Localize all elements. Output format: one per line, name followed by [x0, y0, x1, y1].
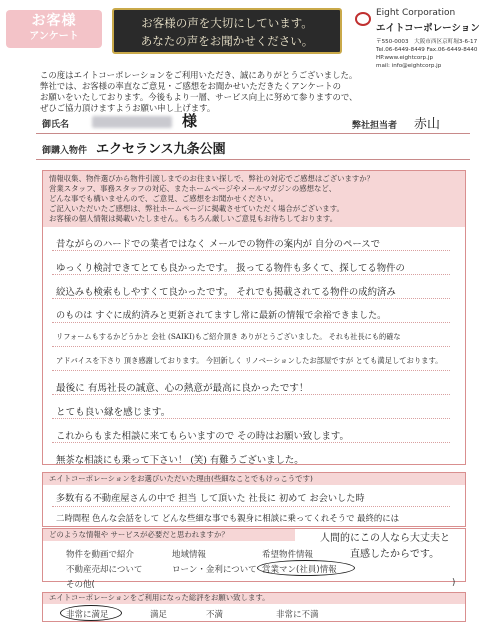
divider	[36, 159, 470, 160]
handwritten-line: これからもまた相談に来てもらいますので その時はお願い致します。	[56, 431, 349, 442]
services-prompt: どのような情報や サービスが必要だと思われますか？	[43, 529, 295, 541]
property-label: 御購入物件	[42, 146, 88, 156]
address-line: HP.www.eightcorp.jp	[376, 55, 433, 61]
selected-mark-icon	[60, 605, 122, 621]
ruled-line	[52, 394, 450, 395]
intro-text	[40, 70, 357, 114]
intro-line: 弊社では、お客様の率直なご意見・ご感想をお聞かせいただきたくアンケートの	[40, 81, 341, 91]
name-label: 御氏名	[42, 120, 70, 130]
ruled-line	[52, 250, 450, 251]
option-loan[interactable]: ローン・金利について	[172, 565, 257, 575]
company-logo-icon	[355, 12, 371, 26]
option-staff-info[interactable]: 営業マン(社員)情報	[262, 565, 337, 575]
address-line: Tel.06-6449-8449 Fax.06-6449-8440	[376, 47, 478, 53]
prompt-line: 情報収集、物件選びから物件引渡しまでのお住まい探しで、弊社の対応でご感想はございますか？	[49, 174, 375, 183]
property-name: エクセランス九条公園	[96, 142, 226, 157]
option-video[interactable]: 物件を動画で紹介	[66, 550, 135, 560]
option-other-close: )	[452, 578, 456, 588]
prompt-line: お客様の個人情報は掲載いたしません。もちろん厳しいご意見もお待ちしております。	[49, 214, 338, 223]
header-banner	[112, 8, 342, 54]
handwritten-line: 二時間程 色んな会話をして どんな些細な事でも親身に相談に乗ってくれそうで 最終的には	[56, 513, 399, 523]
banner-line-2: あなたの声をお聞かせください。	[140, 34, 314, 48]
ruled-line	[52, 346, 450, 347]
ruled-line	[52, 322, 450, 323]
ruled-line	[52, 442, 450, 443]
overall-prompt: エイトコーポレーションをご利用になった総評をお願い致します。	[43, 593, 465, 604]
impressions-prompt	[43, 171, 465, 227]
handwritten-line: 多数有る不動産屋さんの中で 担当 して頂いた 社長に 初めて お会いした時	[56, 493, 365, 504]
handwritten-line: ゆっくり検討できてとても良かったです。 扱ってる物件も多くて、探してる物件の	[56, 263, 405, 274]
handwritten-line: リフォームもするかどうかと 会社 (SAIKI)もご紹介頂き ありがとうございました。 それも社長にも的確な	[56, 332, 401, 341]
staff-label: 弊社担当者	[352, 121, 398, 131]
company-name-jp: エイトコーポレーション	[376, 23, 480, 34]
rating-dissatisfied[interactable]: 不満	[206, 610, 224, 620]
banner-line-1: お客様の声を大切にしています。	[141, 16, 313, 30]
badge-title: お客様	[31, 13, 77, 29]
ruled-line	[52, 506, 450, 507]
ruled-line	[52, 418, 450, 419]
option-other[interactable]: その他(	[66, 580, 95, 590]
rating-satisfied[interactable]: 満足	[150, 610, 168, 620]
staff-name: 赤山	[414, 117, 441, 132]
reason-prompt: エイトコーポレーションをお選びいただいた理由(些細なことでもけっこうです)	[43, 473, 465, 485]
option-area-info[interactable]: 地域情報	[172, 550, 207, 560]
address-line: 〒550-0003 大阪市西区京町堀3-6-17	[376, 39, 478, 45]
ruled-line	[52, 274, 450, 275]
rating-very-satisfied[interactable]: 非常に満足	[66, 610, 109, 620]
ruled-line	[52, 370, 450, 371]
divider	[36, 133, 470, 134]
handwritten-line: 絞込みも検索もしやすくて良かったです。 それでも掲載されてる物件の成約済み	[56, 287, 396, 298]
handwritten-line: アドバイスを下さり 頂き感謝しております。 今回新しく リノベーションしたお部屋ですが とても満足しております。	[56, 356, 443, 365]
rating-very-dissatisfied[interactable]: 非常に不満	[276, 610, 319, 620]
survey-badge	[6, 10, 102, 48]
option-sale[interactable]: 不動産売却について	[66, 565, 143, 575]
prompt-line: ご記入いただいたご感想は、弊社ホームページに掲載させていただく場合がございます。	[49, 204, 344, 213]
intro-line: お願いをいたしております。今後もより一層、サービス向上に努めて参りますので、	[40, 92, 358, 102]
prompt-line: 営業スタッフ、事務スタッフの対応、またホームページやメールマガジンの感想など、	[49, 184, 337, 193]
handwritten-line: 人間的にこの人なら大丈夫と	[320, 533, 450, 544]
handwritten-line: のものは すぐに成約済みと更新されてますし常に最新の情報で余裕できました。	[56, 311, 387, 321]
handwritten-line: 昔ながらのハードでの業者ではなく メールでの物件の案内が 自分のペースで	[56, 239, 381, 250]
handwritten-line: 無茶な相談にも乗って下さい！ (笑) 有難うございました。	[56, 455, 304, 466]
address-line: mail: info@eightcorp.jp	[376, 63, 442, 69]
customer-name-redacted	[92, 116, 172, 128]
company-name-en: Eight Corporation	[376, 8, 456, 18]
company-address	[376, 38, 478, 70]
intro-line: ぜひご協力頂けますようお願い申し上げます。	[40, 103, 216, 113]
handwritten-line: とても良い縁を感じます。	[56, 407, 171, 418]
selected-mark-icon	[257, 560, 355, 576]
honorific: 様	[182, 112, 198, 130]
handwritten-line: 直感したからです。	[350, 549, 440, 560]
ruled-line	[52, 298, 450, 299]
option-property-info[interactable]: 希望物件情報	[262, 550, 314, 560]
intro-line: この度はエイトコーポレーションをご利用いただき、誠にありがとうございました。	[40, 70, 358, 80]
badge-subtitle: アンケート	[29, 31, 79, 42]
handwritten-line: 最後に 有馬社長の誠意、心の熱意が最高に良かったです！	[56, 383, 309, 394]
prompt-line: どんな事でも構いませんので、ご意見、ご感想をお聞かせください。	[49, 194, 278, 203]
